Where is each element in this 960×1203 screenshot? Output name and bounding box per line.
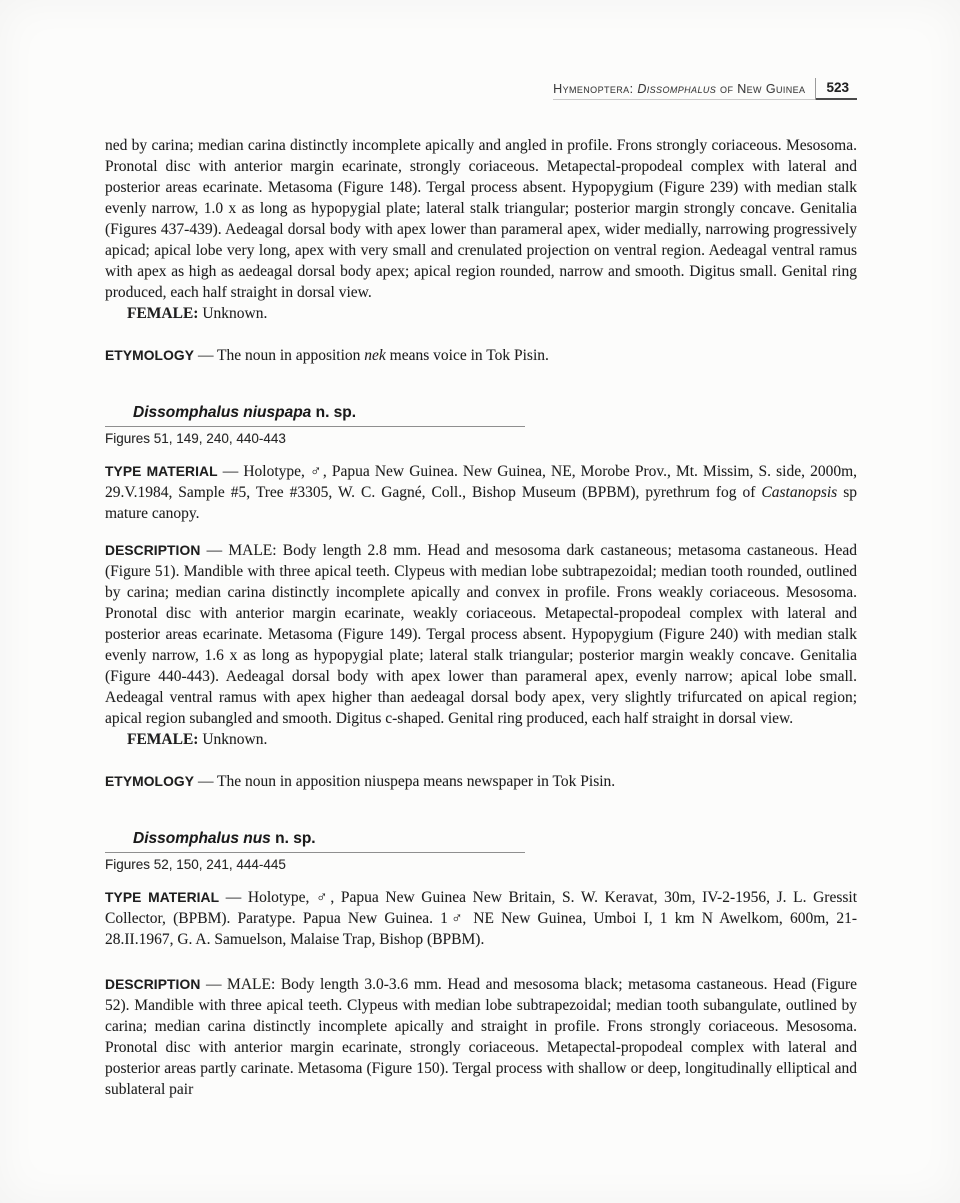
female-unknown-line: FEMALE: Unknown. bbox=[127, 305, 268, 322]
type-material-paragraph-nus: TYPE MATERIAL — Holotype, ♂, Papua New Guinea New Britain, S. W. Keravat, 30m, IV-2-1956, J. L. Gressit Collector, (BPBM). Paratype. Papua New Guinea. 1♂ NE New Guinea, Umboi I, 1 km N Awelkom, 600m, 21-28.II.1967, G. A. Samuelson, Malaise Trap, Bishop (BPBM). bbox=[105, 889, 857, 948]
figures-line-nus: Figures 52, 150, 241, 444-445 bbox=[105, 857, 286, 872]
figures-line-niuspapa: Figures 51, 149, 240, 440-443 bbox=[105, 431, 286, 446]
description-paragraph-nus: DESCRIPTION — MALE: Body length 3.0-3.6 mm. Head and mesosoma black; metasoma castaneous. Head (Figure 52). Mandible with three apical teeth. Clypeus with median lobe subtrapezoidal; median tooth subangulate, outlined by carina; median carina distinctly incomplete apically and straight in profile. Frons strongly coriaceous. Mesosoma. Pronotal disc with anterior margin ecarinate, strongly coriaceous. Metapectal-propodeal complex with lateral and posterior areas partly carinate. Metasoma (Figure 150). Tergal process with shallow or deep, longitudinally elliptical and sublateral pair bbox=[105, 976, 857, 1098]
female-unknown-line: FEMALE: Unknown. bbox=[127, 731, 268, 748]
diagnosis-continued-paragraph: ned by carina; median carina distinctly incomplete apically and angled in profile. Frons strongly coriaceous. Mesosoma. Pronotal disc with anterior margin ecarinate, strongly coriaceous. Metapectal-propodeal complex with lateral and posterior areas ecarinate. Metasoma (Figure 148). Tergal process absent. Hypopygium (Figure 239) with median stalk evenly narrow, 1.0 x as long as hypopygial plate; lateral stalk triangular; posterior margin strongly concave. Genitalia (Figures 437-439). Aedeagal dorsal body with apex lower than parameral apex, wider medially, narrowing progressively apicad; apical lobe very long, apex with very small and crenulated projection on ventral region. Aedeagal ventral ramus with apex as high as aedeagal dorsal body apex; apical region rounded, narrow and smooth. Digitus small. Genital ring produced, each half straight in dorsal view. bbox=[105, 137, 857, 301]
species-heading-nus: Dissomphalus nus n. sp. bbox=[105, 830, 525, 853]
page-header bbox=[105, 78, 857, 100]
type-material-paragraph-niuspapa: TYPE MATERIAL — Holotype, ♂, Papua New Guinea. New Guinea, NE, Morobe Prov., Mt. Missim, S. side, 2000m, 29.V.1984, Sample #5, Tree #3305, W. C. Gagné, Coll., Bishop Museum (BPBM), pyrethrum fog of Castanopsis sp mature canopy. bbox=[105, 463, 857, 522]
description-paragraph-niuspapa: DESCRIPTION — MALE: Body length 2.8 mm. Head and mesosoma dark castaneous; metasoma castaneous. Head (Figure 51). Mandible with three apical teeth. Clypeus with median lobe subtrapezoidal; median tooth rounded, outlined by carina; median carina distinctly incomplete apically and convex in profile. Frons weakly coriaceous. Mesosoma. Pronotal disc with anterior margin ecarinate, weakly coriaceous. Metapectal-propodeal complex with lateral and posterior areas ecarinate. Metasoma (Figure 149). Tergal process absent. Hypopygium (Figure 240) with median stalk evenly narrow, 1.6 x as long as hypopygial plate; lateral stalk triangular; posterior margin weakly concave. Genitalia (Figure 440-443). Aedeagal dorsal body with apex lower than parameral apex, evenly narrow; apical lobe small. Aedeagal ventral ramus with apex higher than aedeagal dorsal body apex, very slightly trifurcated on apical region; apical region subangled and smooth. Digitus c-shaped. Genital ring produced, each half straight in dorsal view. bbox=[105, 542, 857, 727]
etymology-paragraph-nek: ETYMOLOGY — The noun in apposition nek means voice in Tok Pisin. bbox=[105, 347, 549, 364]
running-head-title: Hymenoptera: Dissomphalus of New Guinea bbox=[553, 80, 815, 100]
page-number: 523 bbox=[816, 78, 857, 100]
etymology-paragraph-niuspepa: ETYMOLOGY — The noun in apposition niuspepa means newspaper in Tok Pisin. bbox=[105, 773, 616, 790]
species-heading-niuspapa: Dissomphalus niuspapa n. sp. bbox=[105, 404, 525, 427]
